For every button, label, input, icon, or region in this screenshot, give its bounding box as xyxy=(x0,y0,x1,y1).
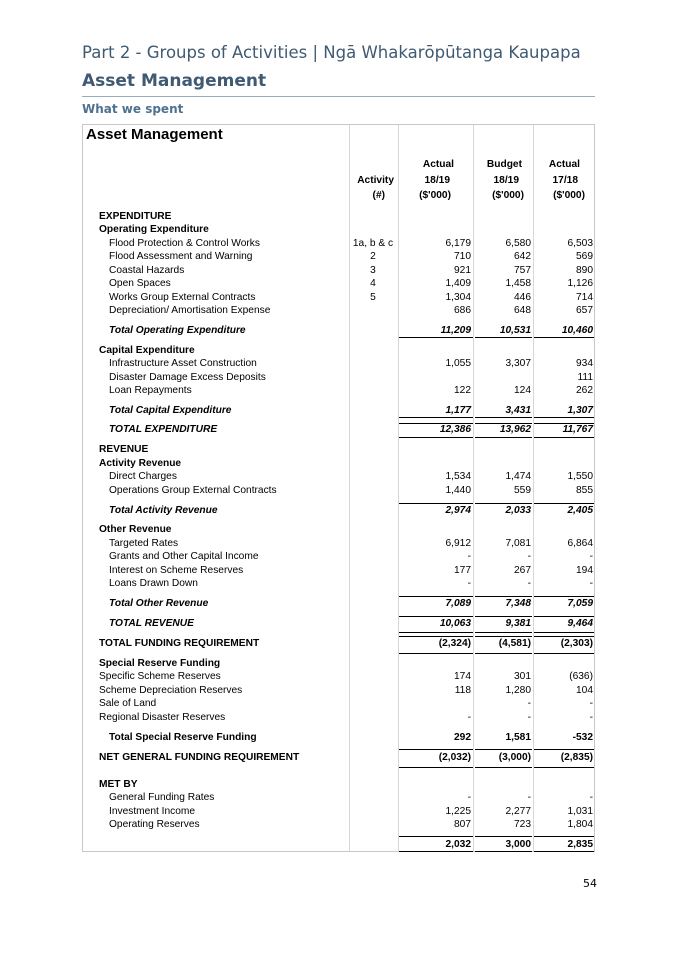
table-row xyxy=(83,637,596,651)
cell-value: 1,307 xyxy=(567,405,593,416)
cell-value: 292 xyxy=(454,732,471,743)
row-label: Sale of Land xyxy=(99,698,157,709)
col-header-units: (#) xyxy=(372,190,385,201)
row-label: Loan Repayments xyxy=(109,385,192,396)
sub-heading: What we spent xyxy=(82,102,184,116)
financial-table xyxy=(82,124,595,852)
cell-value: 2,974 xyxy=(445,505,471,516)
row-label: Targeted Rates xyxy=(109,538,179,549)
cell-value: 559 xyxy=(514,485,531,496)
table-row xyxy=(83,751,596,765)
table-row xyxy=(83,291,596,305)
cell-value: - xyxy=(527,792,531,803)
table-row xyxy=(83,304,596,318)
cell-value: 2,835 xyxy=(567,839,593,850)
cell-value: (2,835) xyxy=(560,752,593,763)
col-header-units: ($'000) xyxy=(492,190,524,201)
cell-value: 9,381 xyxy=(505,618,531,629)
table-row xyxy=(83,684,596,698)
activity-number: 2 xyxy=(370,251,376,262)
cell-value: 807 xyxy=(454,819,471,830)
table-row xyxy=(83,324,596,338)
table-row xyxy=(83,277,596,291)
table-row xyxy=(83,617,596,631)
cell-value: 569 xyxy=(576,251,593,262)
cell-value: 1,031 xyxy=(567,806,593,817)
part-heading: Part 2 - Groups of Activities | Ngā Whakarōpūtanga Kaupapa xyxy=(82,43,581,62)
table-row xyxy=(83,344,596,358)
table-row xyxy=(83,731,596,745)
cell-value: 648 xyxy=(514,305,531,316)
cell-value: 122 xyxy=(454,385,471,396)
total-line xyxy=(399,767,473,768)
table-row xyxy=(83,457,596,471)
cell-value: 124 xyxy=(514,385,531,396)
row-label: Works Group External Contracts xyxy=(109,292,256,303)
table-row xyxy=(83,371,596,385)
cell-value: 267 xyxy=(514,565,531,576)
cell-value: - xyxy=(527,712,531,723)
cell-value: 1,225 xyxy=(445,806,471,817)
col-header-actual-1718: Actual xyxy=(548,159,580,170)
cell-value: 7,081 xyxy=(505,538,531,549)
row-label: Capital Expenditure xyxy=(99,345,195,356)
heading-divider xyxy=(82,96,595,97)
page-number: 54 xyxy=(583,877,597,890)
cell-value: 7,089 xyxy=(445,598,471,609)
row-label: Disaster Damage Excess Deposits xyxy=(109,372,266,383)
cell-value: 1,280 xyxy=(505,685,531,696)
row-label: Flood Assessment and Warning xyxy=(109,251,253,262)
col-header-year: 17/18 xyxy=(552,175,578,186)
cell-value: 1,581 xyxy=(505,732,531,743)
total-line xyxy=(399,653,473,654)
total-line xyxy=(475,767,532,768)
activity-number: 3 xyxy=(370,265,376,276)
row-label: Grants and Other Capital Income xyxy=(109,551,259,562)
cell-value: 2,032 xyxy=(445,839,471,850)
table-row xyxy=(83,778,596,792)
cell-value: 1,177 xyxy=(445,405,471,416)
table-row xyxy=(83,670,596,684)
cell-value: 13,962 xyxy=(499,424,531,435)
table-row xyxy=(83,250,596,264)
table-row xyxy=(83,537,596,551)
table-row xyxy=(83,577,596,591)
table-row xyxy=(83,404,596,418)
row-label: Interest on Scheme Reserves xyxy=(109,565,244,576)
cell-value: 6,864 xyxy=(567,538,593,549)
cell-value: 301 xyxy=(514,671,531,682)
cell-value: (2,032) xyxy=(438,752,471,763)
table-row xyxy=(83,838,596,852)
table-row xyxy=(83,223,596,237)
cell-value: 657 xyxy=(576,305,593,316)
table-row xyxy=(83,264,596,278)
row-label: Direct Charges xyxy=(109,471,177,482)
cell-value: 2,277 xyxy=(505,806,531,817)
activity-number: 1a, b & c xyxy=(352,238,394,249)
cell-value: - xyxy=(589,698,593,709)
cell-value: 7,059 xyxy=(567,598,593,609)
table-row xyxy=(83,443,596,457)
cell-value: - xyxy=(527,578,531,589)
table-row xyxy=(83,470,596,484)
table-row xyxy=(83,657,596,671)
cell-value: 855 xyxy=(576,485,593,496)
cell-value: (636) xyxy=(569,671,593,682)
cell-value: 9,464 xyxy=(567,618,593,629)
table-title: Asset Management xyxy=(86,126,223,143)
table-row xyxy=(83,384,596,398)
cell-value: 1,458 xyxy=(505,278,531,289)
total-line xyxy=(534,749,594,750)
row-label: Other Revenue xyxy=(99,524,172,535)
total-line xyxy=(534,632,594,633)
row-label: Total Activity Revenue xyxy=(109,505,218,516)
cell-value: 10,531 xyxy=(499,325,531,336)
table-row xyxy=(83,423,596,437)
row-label: Depreciation/ Amortisation Expense xyxy=(109,305,271,316)
row-label: Investment Income xyxy=(109,806,196,817)
cell-value: 262 xyxy=(576,385,593,396)
table-row xyxy=(83,791,596,805)
cell-value: 177 xyxy=(454,565,471,576)
cell-value: 723 xyxy=(514,819,531,830)
cell-value: - xyxy=(589,712,593,723)
table-row xyxy=(83,805,596,819)
total-line xyxy=(399,437,473,438)
table-row xyxy=(83,484,596,498)
cell-value: - xyxy=(467,551,471,562)
cell-value: 1,440 xyxy=(445,485,471,496)
row-label: Loans Drawn Down xyxy=(109,578,198,589)
cell-value: - xyxy=(467,712,471,723)
cell-value: - xyxy=(589,578,593,589)
row-label: TOTAL FUNDING REQUIREMENT xyxy=(99,638,260,649)
cell-value: - xyxy=(527,551,531,562)
row-label: MET BY xyxy=(99,779,138,790)
cell-value: (2,324) xyxy=(438,638,471,649)
cell-value: - xyxy=(467,792,471,803)
cell-value: - xyxy=(527,698,531,709)
cell-value: 12,386 xyxy=(439,424,471,435)
cell-value: 714 xyxy=(576,292,593,303)
cell-value: 934 xyxy=(576,358,593,369)
col-header-units: ($'000) xyxy=(553,190,585,201)
col-header-units: ($'000) xyxy=(419,190,451,201)
cell-value: 2,405 xyxy=(567,505,593,516)
cell-value: 921 xyxy=(454,265,471,276)
total-line xyxy=(534,437,594,438)
cell-value: 1,534 xyxy=(445,471,471,482)
total-line xyxy=(475,437,532,438)
cell-value: 6,912 xyxy=(445,538,471,549)
cell-value: - xyxy=(589,551,593,562)
table-row xyxy=(83,237,596,251)
section-heading: Asset Management xyxy=(82,71,267,91)
total-line xyxy=(399,749,473,750)
cell-value: 1,304 xyxy=(445,292,471,303)
row-label: Specific Scheme Reserves xyxy=(99,671,221,682)
row-label: NET GENERAL FUNDING REQUIREMENT xyxy=(99,752,300,763)
row-label: EXPENDITURE xyxy=(99,211,172,222)
row-label: TOTAL REVENUE xyxy=(109,618,194,629)
total-line xyxy=(475,749,532,750)
cell-value: 194 xyxy=(576,565,593,576)
cell-value: - xyxy=(589,792,593,803)
row-label: General Funding Rates xyxy=(109,792,215,803)
cell-value: 111 xyxy=(577,372,593,383)
cell-value: 1,055 xyxy=(445,358,471,369)
cell-value: -532 xyxy=(572,732,593,743)
cell-value: 890 xyxy=(576,265,593,276)
col-header-budget-1819: Budget xyxy=(486,159,522,170)
table-row xyxy=(83,597,596,611)
cell-value: 6,179 xyxy=(445,238,471,249)
cell-value: 3,000 xyxy=(505,839,531,850)
table-row xyxy=(83,504,596,518)
row-label: Activity Revenue xyxy=(99,458,182,469)
cell-value: 446 xyxy=(514,292,531,303)
cell-value: 1,126 xyxy=(567,278,593,289)
table-row xyxy=(83,564,596,578)
col-header-actual-1819: Actual xyxy=(422,159,454,170)
row-label: Total Operating Expenditure xyxy=(109,325,246,336)
cell-value: 10,063 xyxy=(439,618,471,629)
row-label: Special Reserve Funding xyxy=(99,658,221,669)
total-line xyxy=(534,767,594,768)
cell-value: 3,431 xyxy=(505,405,531,416)
row-label: Coastal Hazards xyxy=(109,265,185,276)
cell-value: 710 xyxy=(454,251,471,262)
cell-value: 3,307 xyxy=(505,358,531,369)
table-row xyxy=(83,357,596,371)
cell-value: 6,580 xyxy=(505,238,531,249)
total-line xyxy=(534,836,594,837)
row-label: Operating Expenditure xyxy=(99,224,209,235)
cell-value: 1,804 xyxy=(567,819,593,830)
cell-value: 1,409 xyxy=(445,278,471,289)
cell-value: - xyxy=(467,578,471,589)
cell-value: 174 xyxy=(454,671,471,682)
total-line xyxy=(475,632,532,633)
table-row xyxy=(83,550,596,564)
cell-value: (3,000) xyxy=(498,752,531,763)
total-line xyxy=(399,836,473,837)
activity-number: 4 xyxy=(370,278,376,289)
cell-value: 6,503 xyxy=(567,238,593,249)
cell-value: 1,474 xyxy=(505,471,531,482)
cell-value: 11,767 xyxy=(562,424,593,435)
cell-value: 104 xyxy=(576,685,593,696)
row-label: Open Spaces xyxy=(109,278,171,289)
cell-value: 10,460 xyxy=(561,325,593,336)
col-header-year: 18/19 xyxy=(424,175,450,186)
cell-value: 7,348 xyxy=(505,598,531,609)
table-row xyxy=(83,711,596,725)
cell-value: 118 xyxy=(454,685,471,696)
row-label: Regional Disaster Reserves xyxy=(99,712,226,723)
row-label: Scheme Depreciation Reserves xyxy=(99,685,243,696)
row-label: Infrastructure Asset Construction xyxy=(109,358,257,369)
total-line xyxy=(475,653,532,654)
cell-value: 11,209 xyxy=(440,325,471,336)
cell-value: 642 xyxy=(514,251,531,262)
table-row xyxy=(83,697,596,711)
cell-value: (4,581) xyxy=(498,638,531,649)
row-label: Flood Protection & Control Works xyxy=(109,238,260,249)
cell-value: 2,033 xyxy=(505,505,531,516)
cell-value: 757 xyxy=(514,265,531,276)
row-label: Operations Group External Contracts xyxy=(109,485,277,496)
row-label: Total Capital Expenditure xyxy=(109,405,232,416)
total-line xyxy=(534,653,594,654)
col-header-activity: Activity xyxy=(357,175,394,186)
total-line xyxy=(475,836,532,837)
table-row xyxy=(83,210,596,224)
cell-value: (2,303) xyxy=(560,638,593,649)
row-label: Total Special Reserve Funding xyxy=(109,732,257,743)
row-label: TOTAL EXPENDITURE xyxy=(109,424,218,435)
cell-value: 1,550 xyxy=(567,471,593,482)
cell-value: 686 xyxy=(454,305,471,316)
activity-number: 5 xyxy=(370,292,376,303)
table-row xyxy=(83,523,596,537)
total-line xyxy=(399,632,473,633)
row-label: Operating Reserves xyxy=(109,819,200,830)
table-row xyxy=(83,818,596,832)
row-label: Total Other Revenue xyxy=(109,598,209,609)
col-header-year: 18/19 xyxy=(493,175,519,186)
row-label: REVENUE xyxy=(99,444,149,455)
